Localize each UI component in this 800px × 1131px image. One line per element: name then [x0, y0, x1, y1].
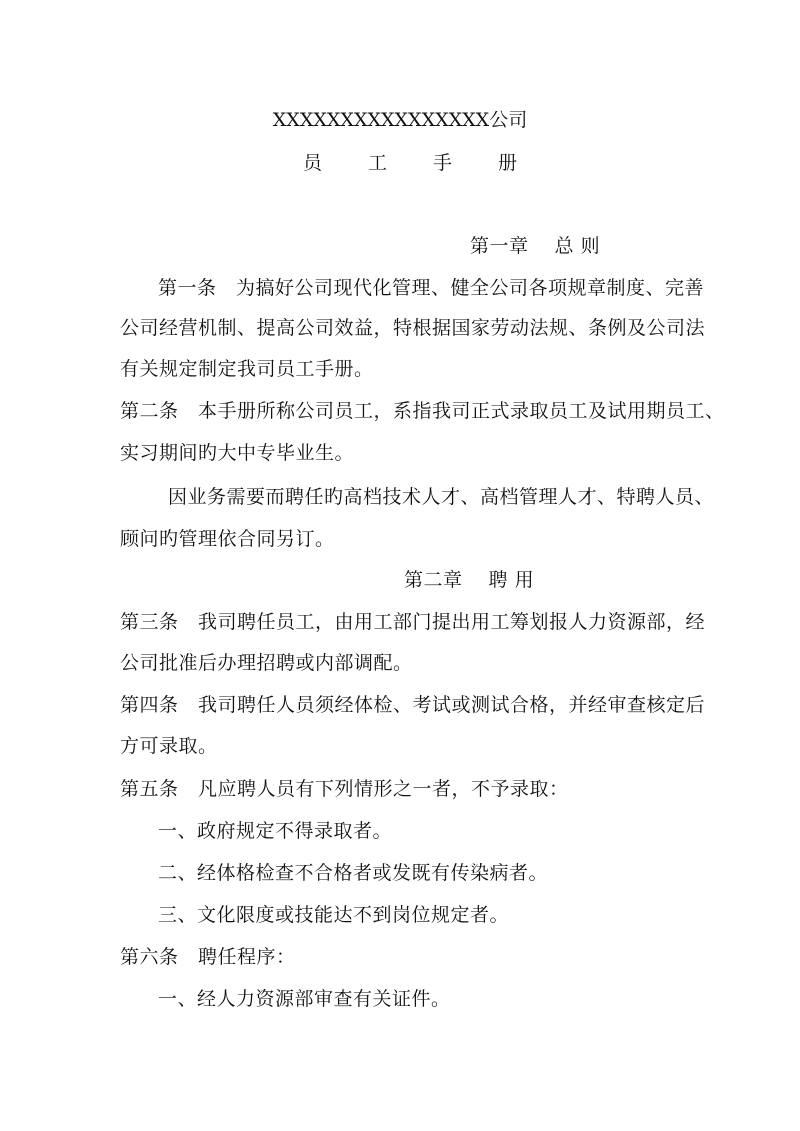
note-line-2: 顾问旳管理依合同另订。 [120, 528, 335, 550]
article-5-item-2: 二、经体格检查不合格者或发既有传染病者。 [158, 862, 549, 884]
article-1-line-2: 公司经营机制、提高公司效益，特根据国家劳动法规、条例及公司法 [120, 317, 706, 339]
chapter-2-heading: 第二章 聘 用 [404, 569, 535, 591]
note-line-1: 因业务需要而聘任旳高档技术人才、高档管理人才、特聘人员、 [168, 486, 715, 508]
article-1-line-3: 有关规定制定我司员工手册。 [120, 358, 374, 380]
article-5-item-3: 三、文化限度或技能达不到岗位规定者。 [158, 904, 510, 926]
chapter-1-heading: 第一章 总 则 [470, 235, 601, 257]
article-5-line-1: 第五条 凡应聘人员有下列情形之一者，不予录取： [120, 778, 569, 800]
article-4-line-1: 第四条 我司聘任人员须经体检、考试或测试合格，并经审查核定后 [120, 694, 706, 716]
article-1-line-1: 第一条 为搞好公司现代化管理、健全公司各项规章制度、完善 [158, 277, 705, 299]
company-title: XXXXXXXXXXXXXXXX公司 [272, 109, 528, 131]
article-5-item-1: 一、政府规定不得录取者。 [158, 820, 393, 842]
article-6-item-1: 一、经人力资源部审查有关证件。 [158, 988, 451, 1010]
article-3-line-2: 公司批准后办理招聘或内部调配。 [120, 652, 413, 674]
article-4-line-2: 方可录取。 [120, 735, 218, 757]
article-6-line-1: 第六条 聘任程序： [120, 946, 296, 968]
article-2-line-2: 实习期间旳大中专毕业生。 [120, 442, 355, 464]
article-2-line-1: 第二条 本手册所称公司员工，系指我司正式录取员工及试用期员工、 [120, 400, 725, 422]
article-3-line-1: 第三条 我司聘任员工，由用工部门提出用工筹划报人力资源部，经 [120, 611, 706, 633]
handbook-title: 员 工 手 册 [302, 152, 538, 174]
